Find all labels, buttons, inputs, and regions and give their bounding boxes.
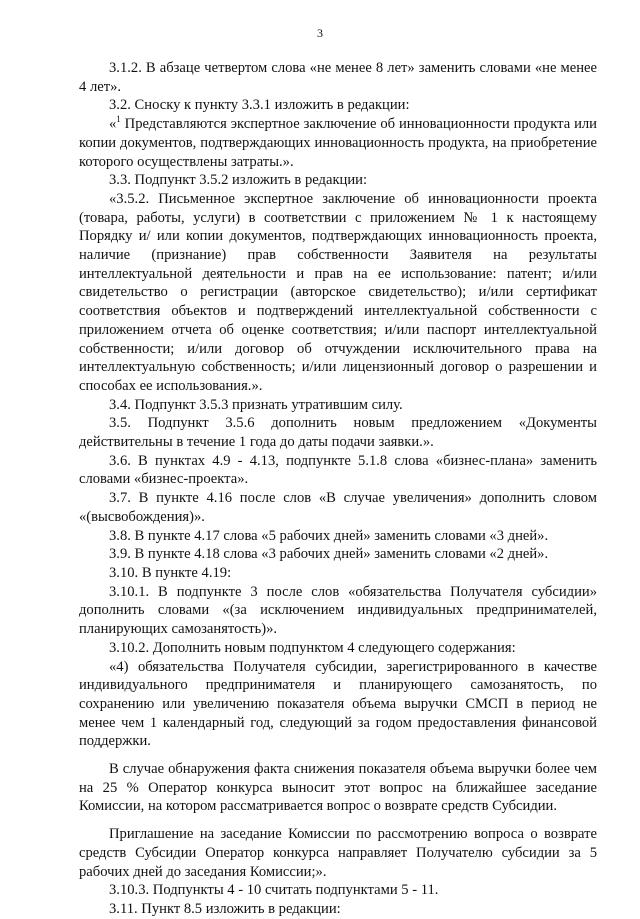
paragraph-3-11: 3.11. Пункт 8.5 изложить в редакции: (109, 900, 341, 917)
paragraph-revenue-decrease: В случае обнаружения факта снижения показателя объема выручки более чем на 25 % Оператор конкурса выносит этот вопрос на ближайшее заседание Комиссии, на котором рассматривается вопрос о возврате средств Субсидии. (79, 761, 597, 815)
paragraph-3-2: 3.2. Сноску к пункту 3.3.1 изложить в редакции: (109, 97, 410, 114)
paragraph-3-7: 3.7. В пункте 4.16 после слов «В случае увеличения» дополнить словом «(высвобождения)». (79, 490, 597, 525)
paragraph-footnote-text (79, 115, 597, 171)
paragraph-3-10-2: 3.10.2. Дополнить новым подпунктом 4 следующего содержания: (109, 639, 516, 656)
paragraph-3-5: 3.5. Подпункт 3.5.6 дополнить новым предложением «Документы действительны в течение 1 года до даты подачи заявки.». (79, 415, 597, 451)
paragraph-3-9: 3.9. В пункте 4.18 слова «3 рабочих дней» заменить словами «2 дней». (109, 546, 549, 563)
paragraph-3-4: 3.4. Подпункт 3.5.3 признать утратившим силу. (109, 396, 403, 413)
paragraph-subitem-4-text: «4) обязательства Получателя субсидии, зарегистрированного в качестве индивидуального предпринимателя и планирующего самозанятость, по сохранению или увеличению показателя объема выручки СМСП в период не менее чем 1 календарный год, следующий за годом предоставления финансовой поддержки. (79, 658, 597, 750)
paragraph-3-10: 3.10. В пункте 4.19: (109, 564, 232, 581)
paragraph-spacer (79, 816, 597, 825)
footnote-open-quote: « (109, 116, 117, 133)
document-body (79, 59, 597, 919)
page-number: 3 (317, 26, 323, 40)
paragraph-3-3: 3.3. Подпункт 3.5.2 изложить в редакции: (109, 172, 368, 189)
paragraph-3-5-2-text: «3.5.2. Письменное экспертное заключение об инновационности проекта (товара, работы, услуги) в соответствии с приложением № 1 к настоящему Порядку и/ или копии документов, подтверждающих инновационность проекта, наличие (признание) прав собственности Заявителя на результаты интеллектуальной деятельности и прав на ее использование: патент; и/или свидетельство о регистрации (авторское свидетельство); и/или сертификат соответствия объектов и подтверждений интеллектуальной собственности с приложением отчета об оценке соответствия; и/или паспорт интеллектуальной собственности; и/или договор об отчуждении исключительного права на интеллектуальную собственность; и/или лицензионный договор о разрешении и способах ее использования.». (79, 190, 597, 394)
paragraph-invitation: Приглашение на заседание Комиссии по рассмотрению вопроса о возврате средств Субсидии Оператор конкурса направляет Получателю субсидии за 5 рабочих дней до заседания Комиссии;». (79, 826, 597, 880)
footnote-marker: 1 (116, 114, 121, 125)
paragraph-3-8: 3.8. В пункте 4.17 слова «5 рабочих дней» заменить словами «3 дней». (109, 527, 549, 544)
paragraph-3-1-2: 3.1.2. В абзаце четвертом слова «не менее 8 лет» заменить словами «не менее 4 лет». (79, 60, 597, 95)
paragraph-3-6: 3.6. В пунктах 4.9 - 4.13, подпункте 5.1.8 слова «бизнес-плана» заменить словами «бизнес-проекта». (79, 452, 597, 488)
footnote-body: Представляются экспертное заключение об инновационности продукта или копии документов, подтверждающих инновационность продукта, на приобретение которого осуществлены затраты.». (79, 116, 597, 170)
paragraph-3-10-1: 3.10.1. В подпункте 3 после слов «обязательства Получателя субсидии» дополнить словами «(за исключением индивидуальных предпринимателей, планирующих самозанятость)». (79, 583, 597, 638)
paragraph-spacer (79, 751, 597, 760)
paragraph-3-10-3: 3.10.3. Подпункты 4 - 10 считать подпунктами 5 - 11. (109, 882, 439, 899)
